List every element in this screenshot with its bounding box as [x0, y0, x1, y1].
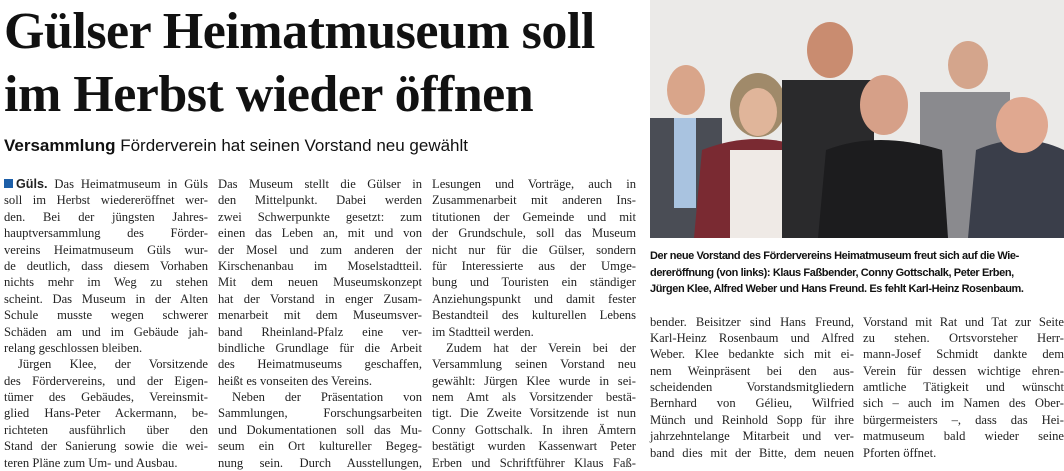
article-text-line: bestätigt wurden Kassenwart Peter	[432, 439, 636, 454]
article-text-line: nicht nur für die Gülser, sondern	[432, 242, 636, 257]
article-text-line: soll im Herbst wiedereröffnet wer-	[4, 193, 208, 208]
caption-and-columns	[650, 248, 1064, 461]
article-text-line: des Heimatmuseums geschaffen,	[218, 357, 422, 372]
article-text-line: Sammlungen, Forschungsarbeiten	[218, 406, 422, 421]
article-text-line: Erben und Schriftführer Klaus Faß-	[432, 455, 636, 470]
article-text-line: Zudem hat der Verein bei der	[446, 340, 636, 355]
article-text-line: nung sein. Durch Ausstellungen,	[218, 455, 422, 470]
article-text-line: band Rheinland-Pfalz eine ver-	[218, 324, 422, 339]
article-text-line: Mit dem neuen Museumskonzept	[218, 275, 422, 290]
article-text-line: richteten ausführlich über den	[4, 422, 208, 437]
article-text-line: einen das Leben an, mit und von	[218, 226, 422, 241]
article-text-line: Verein für dessen wichtige ehren-	[863, 363, 1064, 378]
article-text-line: mann-Josef Schmidt dankte dem	[863, 347, 1064, 362]
bottom-columns	[650, 314, 1064, 462]
article-text-line: teren Pläne zum Um- und Ausbau.	[4, 455, 178, 470]
article-text-line: bindliche Grundlage für die Arbeit	[218, 340, 422, 355]
article-text-line: Neben der Präsentation von	[232, 390, 422, 405]
article-text-line: jahrzehntelange Mitarbeit und ver-	[650, 429, 854, 444]
article-text-line: Jürgen Klee, der Vorsitzende	[18, 357, 208, 372]
text-column-3	[432, 176, 636, 471]
photo-caption-line: Der neue Vorstand des Fördervereins Heimatmuseum freut sich auf die Wie-	[650, 250, 1019, 262]
text-column-1	[4, 176, 208, 471]
article-text-line: Schule musste wegen schwerer	[4, 308, 208, 323]
text-column-4	[650, 314, 854, 462]
photo-caption	[650, 248, 1064, 298]
photo-caption-line: Jürgen Klee, Alfred Weber und Hans Freund. Es fehlt Karl-Heinz Rosenbaum.	[650, 283, 1024, 295]
article-text-line: der Grundschule, soll das Museum	[432, 226, 636, 241]
article-text-line: nem Weinpräsent bei den aus-	[650, 363, 854, 378]
article-text-line: Karl-Heinz Rosenbaum und Alfred	[650, 330, 854, 345]
article-text-line: und Dokumentationen soll das Mu-	[218, 422, 422, 437]
article-text-line: zwei Schwerpunkte gesetzt: zum	[218, 209, 422, 224]
subheadline-kicker: Versammlung	[4, 136, 116, 155]
article-text-line: zu stehen. Ortsvorsteher Herr-	[863, 330, 1064, 345]
article-text-line: relang geschlossen bleiben.	[4, 340, 143, 355]
headline-line-1: Gülser Heimatmuseum soll	[4, 3, 595, 60]
headline-line-2: im Herbst wieder öffnen	[4, 66, 534, 123]
subheadline-text: Förderverein hat seinen Vorstand neu gewählt	[115, 136, 469, 155]
article-text-line: matmuseum bald wieder seine	[863, 429, 1064, 444]
article-text-line: titutionen der Gemeinde und mit	[432, 209, 636, 224]
dateline-square-icon	[4, 179, 13, 188]
photo-caption-line: dereröffnung (von links): Klaus Faßbender, Conny Gottschalk, Peter Erben,	[650, 266, 1014, 279]
article-text-line: amtliche Tätigkeit und wünscht	[863, 380, 1064, 395]
article-text-line: vereins Heimatmuseum Güls wur-	[4, 242, 208, 257]
article-text-line: gewählt: Jürgen Klee wurde in sei-	[432, 373, 636, 388]
article-text-line: bender. Beisitzer sind Hans Freund,	[650, 314, 854, 329]
article-text-line: bürgermeisters –, dass das Hei-	[863, 412, 1064, 427]
article-text-line: bung und Touristen ein ständiger	[432, 275, 636, 290]
article-text-line: Conny Gottschalk. In ihren Ämtern	[432, 422, 636, 437]
article-text-line: für Interessierte aus der Umge-	[432, 258, 636, 273]
article-text-line: Schäden am und im Gebäude jah-	[4, 324, 208, 339]
article-text-line: tümer des Gebäudes, Vereinsmit-	[4, 390, 208, 405]
article-text-line: scheint. Das Museum in der Alten	[4, 291, 208, 306]
article-text-line: Münch und Reinhold Sopp für ihre	[650, 412, 854, 427]
article-text-line: scheidenden Vorstandsmitgliedern	[650, 380, 854, 395]
text-column-5	[863, 314, 1064, 462]
article-text-line: de deutlich, dass diesem Vorhaben	[4, 258, 208, 273]
subheadline	[4, 136, 468, 156]
article-text-line: sich – auch im Namen des Ober-	[863, 396, 1064, 411]
article-text-line: tigt. Die Zweite Vorsitzende ist nun	[432, 406, 636, 421]
article-text-line: hauptversammlung des Förder-	[4, 226, 208, 241]
article-text-line	[4, 176, 208, 192]
article-text-line: nichts mehr im Weg zu stehen	[4, 275, 208, 290]
group-photo	[650, 0, 1064, 238]
text-column-2	[218, 176, 422, 471]
article-text-line: nem Amt als Vorsitzender bestä-	[432, 390, 636, 405]
article-text-line: Bestandteil des kulturellen Lebens	[432, 308, 636, 323]
article-text-line: hat der Vorstand in enger Zusam-	[218, 291, 422, 306]
article-text-line: Zusammenarbeit mit anderen Ins-	[432, 193, 636, 208]
article-text-line: Versammlung seinen Vorstand neu	[432, 357, 636, 372]
article-text: Das Heimatmuseum in Güls	[47, 177, 208, 191]
article-text-line: Bernhard von Gélieu, Wilfried	[650, 396, 854, 411]
article-text-line: band dies mit der Bitte, dem neuen	[650, 445, 854, 460]
article-text-line: des Fördervereins, und der Eigen-	[4, 373, 208, 388]
article-text-line: den. Bei der jüngsten Jahres-	[4, 209, 208, 224]
article-text-line: Lesungen und Vorträge, auch in	[432, 177, 636, 191]
article-text-line: Vorstand mit Rat und Tat zur Seite	[863, 314, 1064, 329]
article-text-line: seum ein Ort kultureller Begeg-	[218, 439, 422, 454]
article-text-line: den Mittelpunkt. Dabei werden	[218, 193, 422, 208]
article-text-line: Kirschenanbau im Moselstadtteil.	[218, 258, 422, 273]
article-text-line: der Mosel und zum anderen der	[218, 242, 422, 257]
article-text-line: Das Museum stellt die Gülser in	[218, 177, 422, 191]
article-text-line: glied Hans-Peter Ackermann, be-	[4, 406, 208, 421]
article-text-line: Anziehungspunkt und damit fester	[432, 291, 636, 306]
article-text-line: heißt es vonseiten des Vereins.	[218, 373, 373, 388]
article-text-line: Stand der Sanierung sowie die wei-	[4, 439, 208, 454]
article-text-line: menarbeit mit dem Museumsver-	[218, 308, 422, 323]
article-text-line: Pforten öffnet.	[863, 445, 937, 460]
dateline: Güls.	[16, 177, 48, 191]
article-text-line: im Stadtteil werden.	[432, 324, 534, 339]
article-text-line: Weber. Klee bedankte sich mit ei-	[650, 347, 854, 362]
